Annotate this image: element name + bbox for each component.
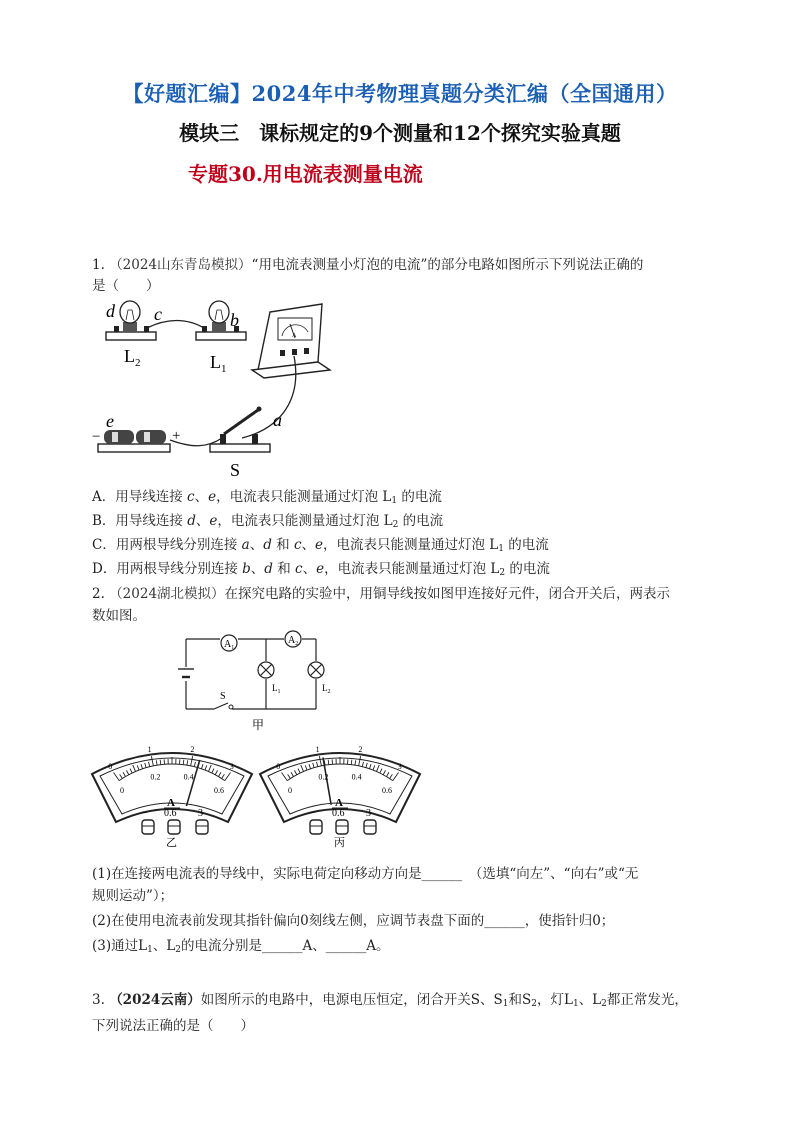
label-c: c [154,304,162,324]
q1-stem-line1 [92,255,643,275]
label-minus: − [92,429,101,445]
q1-circuit-figure [92,298,352,486]
meter-bing-term-06: 0.6 [332,808,345,819]
scale-bottom-label: 0.2 [318,772,329,782]
meter-bing-term-neg: − [310,807,317,819]
svg-text:A: A [292,333,297,339]
scale-top-label: 1 [315,745,320,755]
meter-yi-terminals [142,820,208,834]
scale-tick [183,760,184,765]
meter-yi-unit: A [167,797,175,809]
label-a: a [273,410,282,430]
label-a2: $A_2$ [288,635,299,647]
label-e: e [106,411,114,431]
q2-sub1-line2: 规则运动”）； [92,888,174,904]
label-b: b [230,310,239,330]
scale-top-label: 1 [147,745,152,755]
battery [98,430,170,452]
meter-bing-unit: A [335,797,343,809]
caption-yi: 乙 [166,837,177,848]
label-plus: + [172,428,181,444]
meter-bing-terminals [310,820,376,834]
q1-number: 1. [92,257,105,273]
q1-source: （2024山东青岛模拟） [109,257,252,273]
meter-yi-term-neg: − [142,807,149,819]
meter-bing [256,738,424,848]
meter-yi-term-3: 3 [198,808,203,819]
q2-number: 2. [92,586,105,602]
scale-bottom-label: 0.6 [214,785,225,795]
q3-stem-line1: 3. （2024云南）如图所示的电路中，电源电压恒定，闭合开关S、$S_1$和$S_2$，灯$L_1$、$L_2$都正常发光， [92,992,688,1009]
scale-bottom-label: 0.4 [183,772,194,782]
label-a1: $A_1$ [224,639,235,651]
scale-top-label: 2 [358,745,363,755]
q2-stem-line1: 2. （2024湖北模拟）在探究电路的实验中，用铜导线按如图甲连接好元件，闭合开关后，两表示 [92,586,671,602]
q1-option-b: B．用导线连接 d、e，电流表只能测量通过灯泡 $L_2$ 的电流 [92,513,444,530]
q2-source: （2024湖北模拟） [109,586,225,602]
scale-top-label: 3 [397,762,402,772]
page-title: 【好题汇编】2024年中考物理真题分类汇编（全国通用） [122,81,678,106]
meter-yi-term-06: 0.6 [164,808,177,819]
q3-stem-line2: 下列说法正确的是（ ） [92,1018,254,1034]
scale-bottom-label: 0.2 [150,772,161,782]
label-l2-jia: $L_2$ [322,683,331,695]
scale-top-label: 2 [190,745,195,755]
scale-tick [351,760,352,765]
q1-stem-a: “用电流表测量小灯泡的电流”的部分电路如图所示下列说法正确的 [251,257,644,273]
scale-top-label: 3 [229,762,234,772]
label-s-jia: S [220,691,226,702]
scale-bottom-label: 0.4 [351,772,362,782]
topic-title: 专题30.用电流表测量电流 [188,162,423,186]
q2-sub1-line1: (1)在连接两电流表的导线中，实际电荷定向移动方向是______ （选填“向左”、“向右”或“无 [92,866,639,882]
q1-stem-line2: 是（ ） [92,278,160,294]
label-d: d [106,301,115,321]
switch-s [210,407,270,453]
caption-jia: 甲 [252,718,265,732]
q3-source: （2024云南） [109,992,201,1008]
scale-tick [328,760,329,765]
scale-top-label: 0 [276,762,281,772]
scale-bottom-label: 0 [119,785,124,795]
meter-yi [88,738,256,848]
q3-number: 3. [92,992,105,1008]
q2-stem-line2: 数如图。 [92,608,146,624]
scale-bottom-label: 0 [287,785,292,795]
q1-option-d: D．用两根导线分别连接 b、d 和 c、e，电流表只能测量通过灯泡 $L_2$ 的电流 [92,561,550,578]
scale-bottom-label: 0.6 [382,785,393,795]
caption-bing: 丙 [334,837,345,848]
label-s: S [230,460,241,480]
label-l1-jia: $L_1$ [272,683,281,695]
q1-option-a: A．用导线连接 c、e，电流表只能测量通过灯泡 $L_1$ 的电流 [92,489,442,506]
meter-bing-term-3: 3 [366,808,371,819]
module-title: 模块三 课标规定的9个测量和12个探究实验真题 [179,121,621,145]
q2-circuit-jia [176,625,336,735]
q2-sub3: (3)通过$L_1$、$L_2$的电流分别是______A、______A。 [92,938,390,955]
scale-tick [160,760,161,765]
q2-sub2: (2)在使用电流表前发现其指针偏向0刻线左侧，应调节表盘下面的______，使指针归0； [92,913,615,929]
ammeter-q1 [252,304,330,378]
label-l2: $L_2$ [124,346,141,369]
q1-option-c: C．用两根导线分别连接 a、d 和 c、e，电流表只能测量通过灯泡 $L_1$ 的电流 [92,537,549,554]
scale-top-label: 0 [108,762,113,772]
label-l1: $L_1$ [210,352,227,375]
